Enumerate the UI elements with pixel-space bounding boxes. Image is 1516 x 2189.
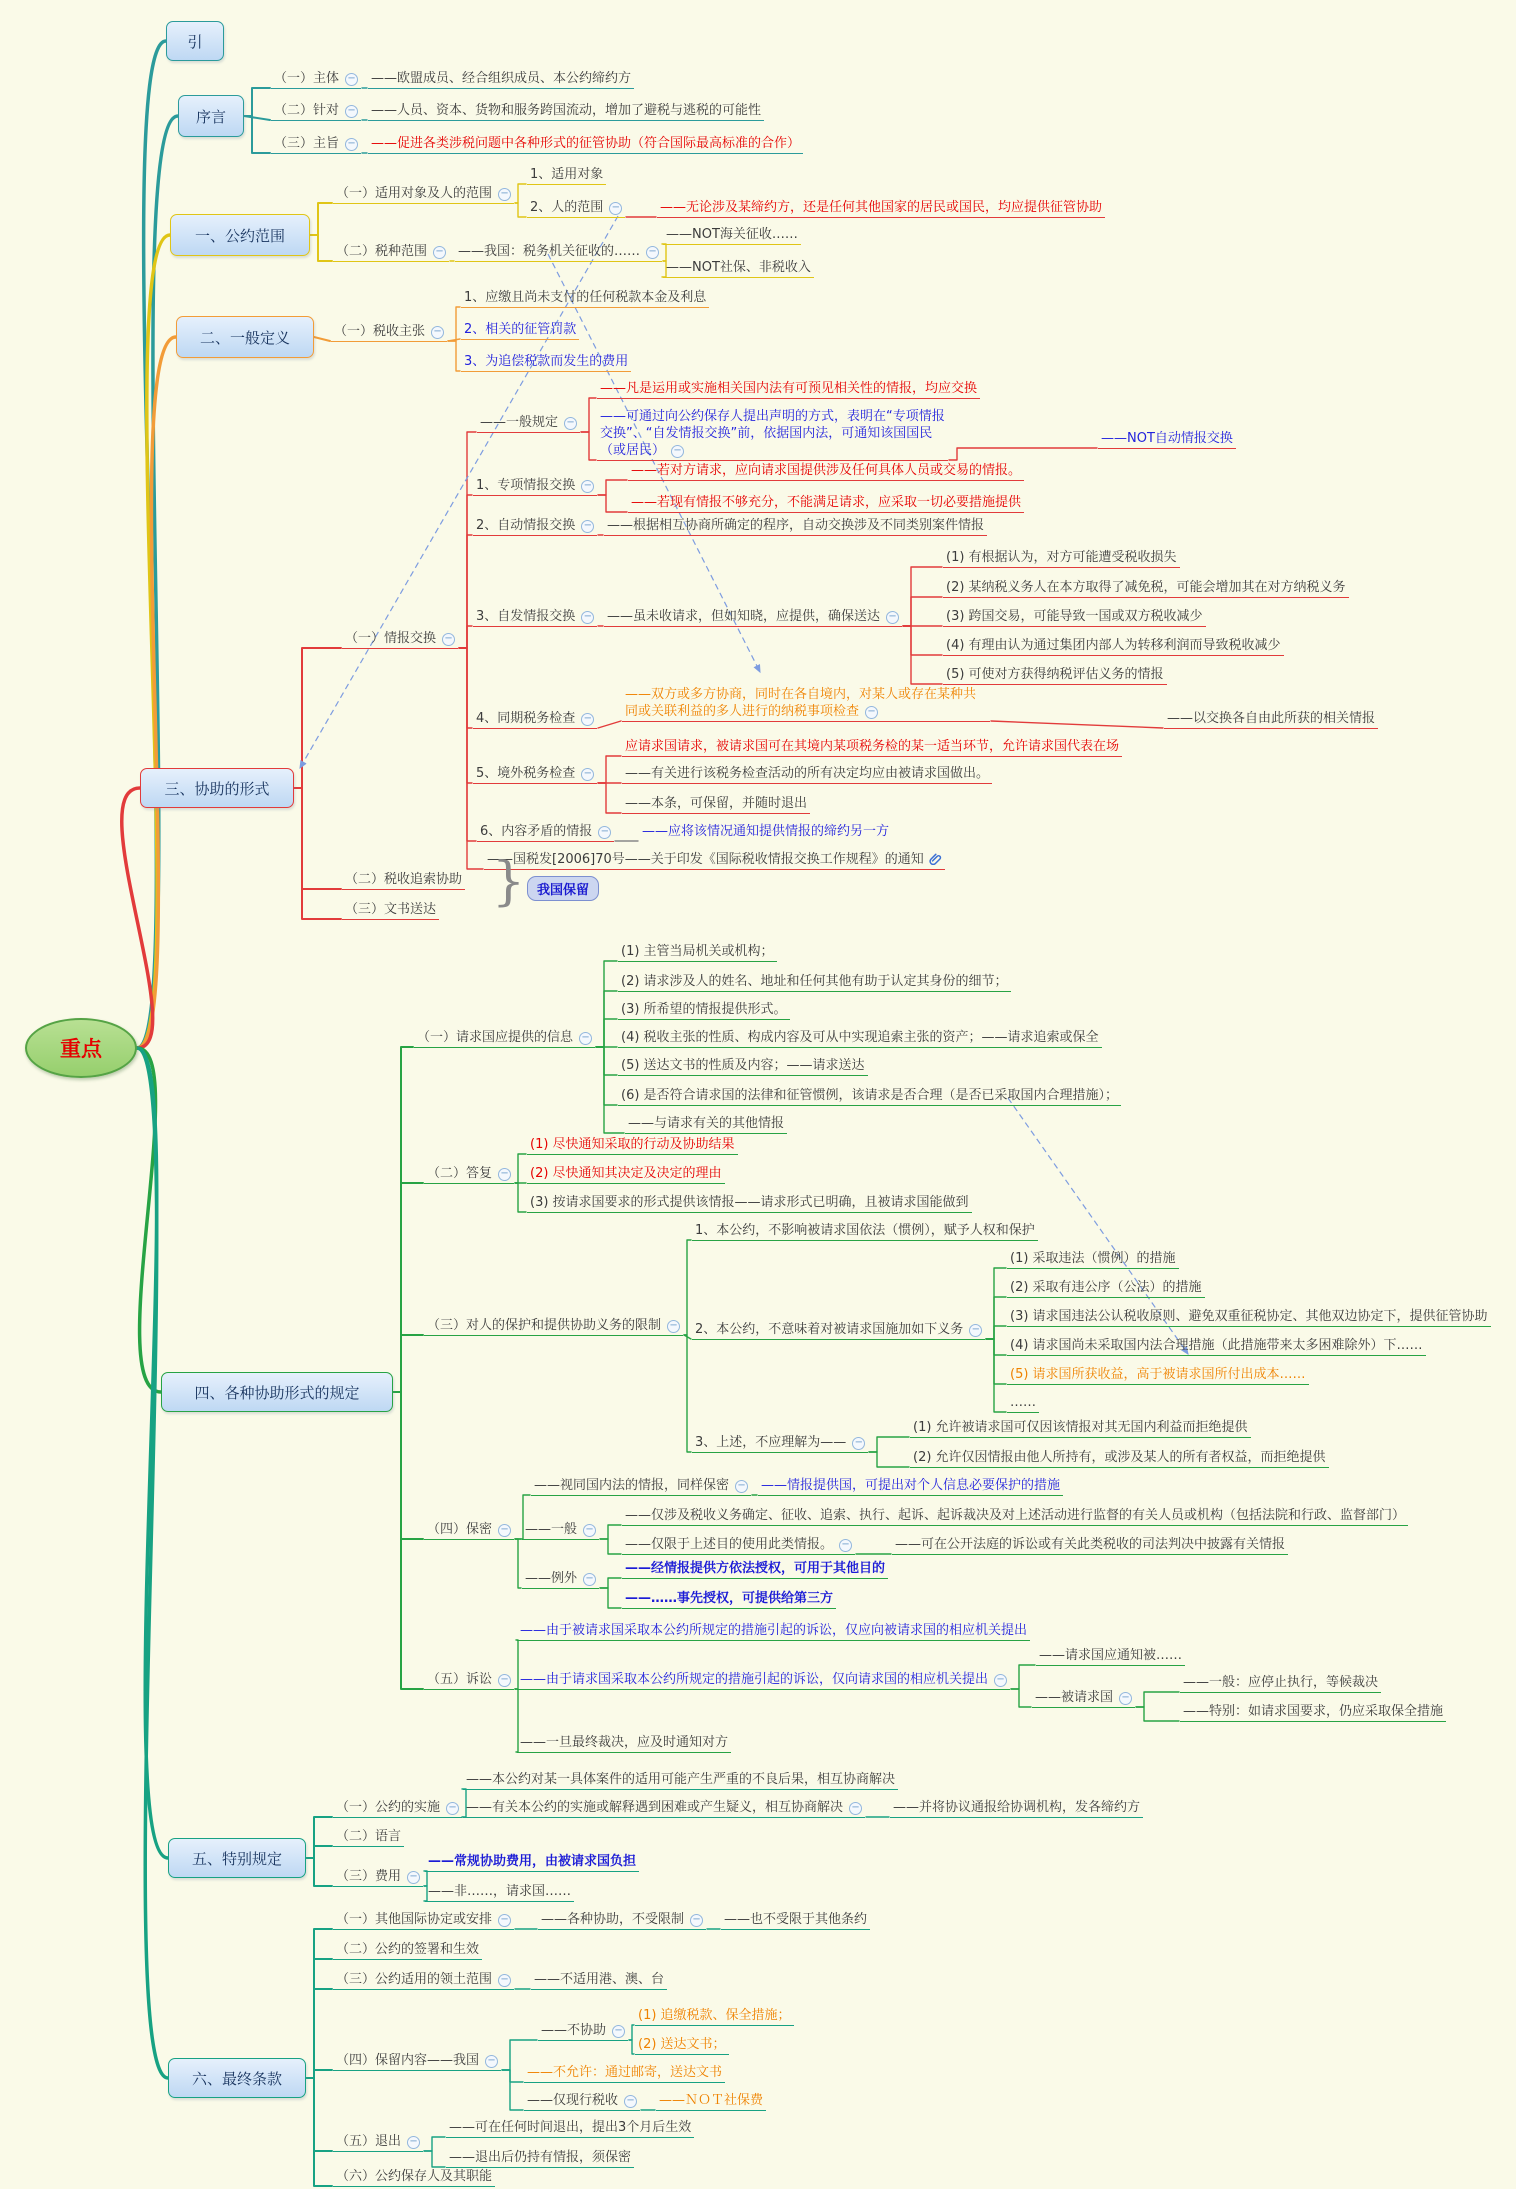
node-label: （五）诉讼 xyxy=(427,1672,493,1687)
node-label: (1) 追缴税款、保全措施； xyxy=(638,2008,791,2023)
node-e45[interactable] xyxy=(943,666,1167,685)
node-g53[interactable] xyxy=(517,1734,731,1753)
collapse-icon[interactable]: − xyxy=(624,2095,637,2108)
node-g325[interactable] xyxy=(1007,1366,1309,1385)
collapse-icon[interactable]: − xyxy=(498,1524,511,1537)
node-label: ——一般：应停止执行，等候裁决 xyxy=(1183,1675,1379,1690)
collapse-icon[interactable]: − xyxy=(1119,1692,1132,1705)
node-e7[interactable] xyxy=(477,823,614,842)
node-label: ——以交换各自由此所获的相关情报 xyxy=(1167,711,1376,726)
collapse-icon[interactable]: − xyxy=(865,706,878,719)
node-e6[interactable] xyxy=(473,765,597,784)
collapse-icon[interactable]: − xyxy=(407,2136,420,2149)
collapse-icon[interactable]: − xyxy=(581,768,594,781)
node-label: （六）公约保存人及其职能 xyxy=(336,2169,493,2184)
collapse-icon[interactable]: − xyxy=(498,188,511,201)
collapse-icon[interactable]: − xyxy=(852,1437,865,1450)
collapse-icon[interactable]: − xyxy=(667,1320,680,1333)
node-label: (2) 某纳税义务人在本方取得了减免税，可能会增加其在对方纳税义务 xyxy=(946,580,1346,595)
node-i4[interactable] xyxy=(333,2052,501,2071)
node-label: 2、人的范围 xyxy=(530,200,604,215)
node-a2[interactable] xyxy=(333,243,449,262)
node-label: ——不适用港、澳、台 xyxy=(534,1972,665,1987)
node-a22[interactable] xyxy=(663,259,814,278)
node-label: ——有关本公约的实施或解释遇到困难或产生疑义，相互协商解决 xyxy=(466,1800,844,1815)
node-label: (2) 请求涉及人的姓名、地址和任何其他有助于认定其身份的细节； xyxy=(621,974,1008,989)
node-e2[interactable] xyxy=(473,477,597,496)
node-label: (3) 按请求国要求的形式提供该情报——请求形式已明确，且被请求国能做到 xyxy=(530,1195,969,1210)
collapse-icon[interactable]: − xyxy=(609,202,622,215)
node-label: ——视同国内法的情报，同样保密 xyxy=(534,1478,730,1493)
node-label: (1) 尽快通知采取的行动及协助结果 xyxy=(530,1137,735,1152)
node-i42[interactable] xyxy=(524,2064,725,2083)
node-i411[interactable] xyxy=(635,2007,794,2026)
collapse-icon[interactable]: − xyxy=(581,611,594,624)
node-e3[interactable] xyxy=(473,517,597,536)
node-label: (1) 允许被请求国可仅因该情报对其无国内利益而拒绝提供 xyxy=(913,1420,1248,1435)
node-label: ——一般 xyxy=(525,1522,578,1537)
collapse-icon[interactable]: − xyxy=(581,713,594,726)
collapse-icon[interactable]: − xyxy=(433,246,446,259)
node-e44[interactable] xyxy=(943,637,1284,656)
node-label: ——国税发[2006]70号——关于印发《国际税收情报交换工作规程》的通知 xyxy=(487,852,924,867)
node-i6[interactable] xyxy=(333,2168,495,2187)
node-label: （一）税收主张 xyxy=(334,324,426,339)
node-a1[interactable] xyxy=(333,185,514,204)
topic-t3[interactable] xyxy=(140,768,294,808)
collapse-icon[interactable]: − xyxy=(498,1674,511,1687)
node-label: ——经情报提供方依法授权，可用于其他目的 xyxy=(625,1561,886,1576)
node-g431[interactable] xyxy=(622,1560,888,1579)
node-label: (2) 允许仅因情报由他人所持有，或涉及某人的所有者权益，而拒绝提供 xyxy=(913,1450,1326,1465)
topic-xu[interactable] xyxy=(178,95,244,137)
node-h3[interactable] xyxy=(333,1868,423,1887)
collapse-icon[interactable]: − xyxy=(345,105,358,118)
node-label: （一）请求国应提供的信息 xyxy=(417,1030,574,1045)
node-g41t[interactable] xyxy=(758,1477,1063,1496)
node-label: （一）其他国际协定或安排 xyxy=(336,1912,493,1927)
node-g32[interactable] xyxy=(692,1321,985,1340)
node-label: ——双方或多方协商，同时在各自境内，对某人或存在某种共同或关联利益的多人进行的纳税事项检查 xyxy=(625,687,977,719)
collapse-icon[interactable]: − xyxy=(498,1974,511,1987)
collapse-icon[interactable]: − xyxy=(849,1802,862,1815)
node-label: ——不允许：通过邮寄，送达文书 xyxy=(527,2065,723,2080)
node-label: ——仅涉及税收义务确定、征收、追索、执行、起诉、起诉裁决及对上述活动进行监督的有关人员或机构（包括法院和行政、监督部门） xyxy=(625,1508,1406,1523)
node-label: ——并将协议通报给协调机构，发各缔约方 xyxy=(893,1800,1141,1815)
node-label: 1、适用对象 xyxy=(530,167,604,182)
node-label: ——退出后仍持有情报，须保密 xyxy=(449,2150,632,2165)
node-g522[interactable] xyxy=(1032,1689,1135,1708)
node-h12t[interactable] xyxy=(890,1799,1143,1818)
node-label: ——可在任何时间退出，提出3个月后生效 xyxy=(449,2120,692,2135)
node-label: 4、同期税务检查 xyxy=(476,711,576,726)
node-g13[interactable] xyxy=(618,1001,790,1020)
node-g51[interactable] xyxy=(517,1622,1030,1641)
node-label: ——不协助 xyxy=(541,2023,607,2038)
node-label: ——ＮＯＴ社保费 xyxy=(659,2093,764,2108)
node-i43t[interactable] xyxy=(656,2092,766,2111)
node-d1[interactable] xyxy=(331,323,447,342)
node-label: ——应将该情况通知提供情报的缔约另一方 xyxy=(642,824,890,839)
node-h1[interactable] xyxy=(333,1799,462,1818)
node-s1[interactable] xyxy=(271,70,361,89)
node-i1tt[interactable] xyxy=(721,1911,870,1930)
topic-yin[interactable] xyxy=(166,21,224,61)
node-label: (2) 尽快通知其决定及决定的理由 xyxy=(530,1166,722,1181)
node-label: ——NOT自动情报交换 xyxy=(1101,431,1233,446)
node-label: ——欧盟成员、经合组织成员、本公约缔约方 xyxy=(371,71,632,86)
node-g43[interactable] xyxy=(522,1570,599,1589)
node-e4[interactable] xyxy=(473,608,597,627)
node-label: （二）答复 xyxy=(427,1166,493,1181)
collapse-icon[interactable]: − xyxy=(886,611,899,624)
node-label: (2) 采取有违公序（公法）的措施 xyxy=(1010,1280,1202,1295)
node-h2[interactable] xyxy=(333,1828,404,1847)
collapse-icon[interactable]: − xyxy=(431,326,444,339)
node-e0[interactable] xyxy=(342,630,458,649)
node-label: ——仅现行税收 xyxy=(527,2093,619,2108)
collapse-icon[interactable]: − xyxy=(839,1539,852,1552)
node-label: (4) 税收主张的性质、构成内容及可从中实现追索主张的资产；——请求追索或保全 xyxy=(621,1030,1099,1045)
node-label: (5) 可使对方获得纳税评估义务的情报 xyxy=(946,667,1164,682)
node-label: ——由于被请求国采取本公约所规定的措施引起的诉讼，仅应向被请求国的相应机关提出 xyxy=(520,1623,1028,1638)
node-label: （一）主体 xyxy=(274,71,340,86)
node-label: (6) 是否符合请求国的法律和征管惯例，该请求是否合理（是否已采取国内合理措施）； xyxy=(621,1088,1119,1103)
node-i51[interactable] xyxy=(446,2119,694,2138)
node-g432[interactable] xyxy=(622,1590,836,1609)
node-label: ——特别：如请求国要求，仍应采取保全措施 xyxy=(1183,1704,1444,1719)
node-label: （二）公约的签署和生效 xyxy=(336,1942,480,1957)
node-g52[interactable] xyxy=(517,1671,1010,1690)
collapse-icon[interactable]: − xyxy=(671,445,684,458)
node-e63[interactable] xyxy=(622,795,810,814)
node-label: …… xyxy=(1010,1395,1036,1410)
node-label: ——一般规定 xyxy=(480,415,559,430)
node-g16[interactable] xyxy=(618,1087,1121,1106)
node-label: 五、特别规定 xyxy=(191,1849,282,1868)
collapse-icon[interactable]: − xyxy=(646,246,659,259)
node-e11[interactable] xyxy=(597,380,980,399)
node-label: （四）保留内容——我国 xyxy=(336,2053,480,2068)
root-topic[interactable]: 重点 xyxy=(25,1018,137,1078)
topic-t4[interactable] xyxy=(161,1372,393,1412)
node-label: （二）语言 xyxy=(336,1829,402,1844)
node-label: 六、最终条款 xyxy=(191,2069,282,2088)
collapse-icon[interactable]: − xyxy=(581,480,594,493)
node-label: (5) 送达文书的性质及内容；——请求送达 xyxy=(621,1058,865,1073)
node-label: ——NOT社保、非税收入 xyxy=(666,260,811,275)
node-g33[interactable] xyxy=(692,1434,868,1453)
node-label: ——根据相互协商所确定的程序，自动交换涉及不同类别案件情报 xyxy=(607,518,985,533)
node-label: ——可在公开法庭的诉讼或有关此类税收的司法判决中披露有关情报 xyxy=(895,1537,1286,1552)
node-g14[interactable] xyxy=(618,1029,1102,1048)
node-g5221[interactable] xyxy=(1180,1674,1381,1693)
collapse-icon[interactable]: − xyxy=(498,1914,511,1927)
node-label: 3、自发情报交换 xyxy=(476,609,576,624)
node-label: 三、协助的形式 xyxy=(164,779,270,798)
collapse-icon[interactable]: − xyxy=(994,1674,1007,1687)
node-label: 我国保留 xyxy=(537,883,590,898)
node-label: （一）适用对象及人的范围 xyxy=(336,186,493,201)
node-i412[interactable] xyxy=(635,2036,729,2055)
node-label: ——可通过向公约保存人提出声明的方式，表明在“专项情报交换”、“自发情报交换”前，依据国内法，可通知该国国民（或居民） xyxy=(600,409,945,458)
node-a2t[interactable] xyxy=(455,243,662,262)
brace-decoration: } xyxy=(492,852,526,912)
node-s3t[interactable] xyxy=(368,135,803,154)
node-h12[interactable] xyxy=(463,1799,865,1818)
node-a11[interactable] xyxy=(527,166,606,185)
node-label: 四、各种协助形式的规定 xyxy=(194,1383,360,1402)
node-e42[interactable] xyxy=(943,579,1349,598)
node-label: ——非……，请求国…… xyxy=(428,1884,572,1899)
node-e62[interactable] xyxy=(622,765,992,784)
node-g5222[interactable] xyxy=(1180,1703,1446,1722)
node-label: (4) 有理由认为通过集团内部人为转移利润而导致税收减少 xyxy=(946,638,1281,653)
node-label: (1) 主管当局机关或机构； xyxy=(621,944,774,959)
node-label: 引 xyxy=(187,32,203,51)
node-g11[interactable] xyxy=(618,943,777,962)
node-g12[interactable] xyxy=(618,973,1011,992)
collapse-icon[interactable]: − xyxy=(612,2025,625,2038)
collapse-icon[interactable]: − xyxy=(583,1573,596,1586)
node-label: ——我国：税务机关征收的…… xyxy=(458,244,641,259)
node-label: 1、本公约，不影响被请求国依法（惯例），赋予人权和保护 xyxy=(695,1223,1035,1238)
node-d13[interactable] xyxy=(461,353,631,372)
node-label: ——若现有情报不够充分，不能满足请求，应采取一切必要措施提供 xyxy=(631,495,1022,510)
node-label: 1、应缴且尚未支付的任何税款本金及利息 xyxy=(464,290,707,305)
node-label: 5、境外税务检查 xyxy=(476,766,576,781)
node-i3[interactable] xyxy=(333,1971,514,1990)
node-label: （三）公约适用的领土范围 xyxy=(336,1972,493,1987)
node-g3[interactable] xyxy=(424,1317,683,1336)
node-e61[interactable] xyxy=(622,738,1122,757)
node-label: （三）对人的保护和提供协助义务的限制 xyxy=(427,1318,662,1333)
node-label: (3) 请求国违法公认税收原则、避免双重征税协定、其他双边协定下，提供征管协助 xyxy=(1010,1309,1488,1324)
collapse-icon[interactable]: − xyxy=(446,1802,459,1815)
node-label: 2、自动情报交换 xyxy=(476,518,576,533)
node-label: （二）税种范围 xyxy=(336,244,428,259)
node-g15[interactable] xyxy=(618,1057,868,1076)
node-a12[interactable] xyxy=(527,199,625,218)
node-i52[interactable] xyxy=(446,2149,634,2168)
node-a21[interactable] xyxy=(663,226,801,245)
node-e12[interactable] xyxy=(597,408,948,461)
node-label: 应请求国请求，被请求国可在其境内某项税务检的某一适当环节，允许请求国代表在场 xyxy=(625,739,1120,754)
node-g21[interactable] xyxy=(527,1136,738,1155)
collapse-icon[interactable]: − xyxy=(579,1032,592,1045)
node-label: (1) 采取违法（惯例）的措施 xyxy=(1010,1251,1176,1266)
node-g322[interactable] xyxy=(1007,1279,1205,1298)
node-i1[interactable] xyxy=(333,1911,514,1930)
node-g5[interactable] xyxy=(424,1671,514,1690)
node-g521[interactable] xyxy=(1036,1647,1185,1666)
node-g4[interactable] xyxy=(424,1521,514,1540)
node-label: ——凡是运用或实施相关国内法有可预见相关性的情报，均应交换 xyxy=(600,381,978,396)
node-label: 2、相关的征管罚款 xyxy=(464,322,577,337)
node-label: ——NOT海关征收…… xyxy=(666,227,798,242)
node-label: ——……事先授权，可提供给第三方 xyxy=(625,1591,834,1606)
node-g22[interactable] xyxy=(527,1165,725,1184)
node-label: ——常规协助费用，由被请求国负担 xyxy=(428,1854,637,1869)
collapse-icon[interactable]: − xyxy=(564,417,577,430)
node-label: （一）公约的实施 xyxy=(336,1800,441,1815)
node-g31[interactable] xyxy=(692,1222,1038,1241)
node-a12t[interactable] xyxy=(657,199,1105,218)
node-label: 序言 xyxy=(195,107,226,126)
node-i3t[interactable] xyxy=(531,1971,667,1990)
node-label: ——例外 xyxy=(525,1571,578,1586)
node-e5tt[interactable] xyxy=(1164,710,1378,729)
node-label: 3、为追偿税款而发生的费用 xyxy=(464,354,629,369)
collapse-icon[interactable]: − xyxy=(581,520,594,533)
collapse-icon[interactable]: − xyxy=(498,1168,511,1181)
node-label: ——一旦最终裁决，应及时通知对方 xyxy=(520,1735,729,1750)
node-label: ——无论涉及某缔约方，还是任何其他国家的居民或国民，均应提供征管协助 xyxy=(660,200,1103,215)
node-label: （二）针对 xyxy=(274,103,340,118)
node-label: ——人员、资本、货物和服务跨国流动，增加了避税与逃税的可能性 xyxy=(371,103,762,118)
collapse-icon[interactable]: − xyxy=(442,633,455,646)
node-e3t[interactable] xyxy=(604,517,987,536)
node-label: 6、内容矛盾的情报 xyxy=(480,824,593,839)
node-s2[interactable] xyxy=(271,102,361,121)
node-e5[interactable] xyxy=(473,710,597,729)
node-e4t[interactable] xyxy=(604,608,902,627)
node-e8[interactable] xyxy=(484,851,945,870)
bubble-bub[interactable] xyxy=(527,876,599,901)
node-label: 一、公约范围 xyxy=(194,226,285,245)
node-g332[interactable] xyxy=(910,1449,1329,1468)
node-g2[interactable] xyxy=(424,1165,514,1184)
node-i2[interactable] xyxy=(333,1941,482,1960)
node-label: （三）文书送达 xyxy=(345,902,437,917)
node-i5[interactable] xyxy=(333,2133,423,2152)
node-i43[interactable] xyxy=(524,2092,640,2111)
node-g326[interactable] xyxy=(1007,1394,1039,1413)
node-label: (3) 所希望的情报提供形式。 xyxy=(621,1002,787,1017)
node-s1t[interactable] xyxy=(368,70,634,89)
node-g323[interactable] xyxy=(1007,1308,1491,1327)
node-label: ——仅限于上述目的使用此类情报。 xyxy=(625,1537,834,1552)
node-g421[interactable] xyxy=(622,1507,1408,1526)
node-e22[interactable] xyxy=(628,494,1024,513)
collapse-icon[interactable]: − xyxy=(407,1871,420,1884)
node-label: ——本条，可保留，并随时退出 xyxy=(625,796,808,811)
node-g1[interactable] xyxy=(414,1029,595,1048)
node-h11[interactable] xyxy=(463,1771,898,1790)
node-label: (2) 送达文书； xyxy=(638,2037,726,2052)
collapse-icon[interactable]: − xyxy=(485,2055,498,2068)
node-g41[interactable] xyxy=(531,1477,751,1496)
node-i1t[interactable] xyxy=(538,1911,706,1930)
node-label: （四）保密 xyxy=(427,1522,493,1537)
node-label: ——被请求国 xyxy=(1035,1690,1114,1705)
node-label: （一）情报交换 xyxy=(345,631,437,646)
topic-t2[interactable] xyxy=(176,316,314,358)
node-label: （五）退出 xyxy=(336,2134,402,2149)
node-label: ——有关进行该税务检查活动的所有决定均应由被请求国做出。 xyxy=(625,766,990,781)
node-label: (1) 有根据认为，对方可能遭受税收损失 xyxy=(946,550,1177,565)
topic-t1[interactable] xyxy=(170,214,310,256)
node-g17[interactable] xyxy=(625,1115,787,1134)
collapse-icon[interactable]: − xyxy=(598,826,611,839)
node-label: ——情报提供国，可提出对个人信息必要保护的措施 xyxy=(761,1478,1061,1493)
node-label: (5) 请求国所获收益，高于被请求国所付出成本…… xyxy=(1010,1367,1306,1382)
collapse-icon[interactable]: − xyxy=(969,1324,982,1337)
node-s2t[interactable] xyxy=(368,102,764,121)
node-label: (3) 跨国交易，可能导致一国或双方税收减少 xyxy=(946,609,1203,624)
node-label: 二、一般定义 xyxy=(199,328,290,347)
node-label: 2、本公约，不意味着对被请求国施加如下义务 xyxy=(695,1322,964,1337)
node-label: ——与请求有关的其他情报 xyxy=(628,1116,785,1131)
node-label: （二）税收追索协助 xyxy=(345,872,463,887)
node-g331[interactable] xyxy=(910,1419,1251,1438)
node-label: ——各种协助，不受限制 xyxy=(541,1912,685,1927)
collapse-icon[interactable]: − xyxy=(583,1524,596,1537)
link-icon[interactable] xyxy=(929,852,942,865)
node-h31[interactable] xyxy=(425,1853,639,1872)
node-g321[interactable] xyxy=(1007,1250,1179,1269)
node-label: ——虽未收请求，但如知晓，应提供，确保送达 xyxy=(607,609,881,624)
node-e41[interactable] xyxy=(943,549,1180,568)
node-d12[interactable] xyxy=(461,321,579,340)
node-label: ——也不受限于其他条约 xyxy=(724,1912,868,1927)
topic-t6[interactable] xyxy=(168,2058,306,2098)
node-label: (4) 请求国尚未采取国内法合理措施（此措施带来太多困难除外）下…… xyxy=(1010,1338,1423,1353)
node-h32[interactable] xyxy=(425,1883,574,1902)
node-f2[interactable] xyxy=(342,871,465,890)
node-g324[interactable] xyxy=(1007,1337,1426,1356)
node-label: ——若对方请求，应向请求国提供涉及任何具体人员或交易的情报。 xyxy=(631,463,1022,478)
node-e12t[interactable] xyxy=(1098,430,1236,449)
node-g422[interactable] xyxy=(622,1536,855,1555)
node-label: 1、专项情报交换 xyxy=(476,478,576,493)
topic-t5[interactable] xyxy=(168,1838,306,1878)
node-s3[interactable] xyxy=(271,135,361,154)
collapse-icon[interactable]: − xyxy=(690,1914,703,1927)
node-e21[interactable] xyxy=(628,462,1024,481)
node-d11[interactable] xyxy=(461,289,709,308)
node-label: （三）费用 xyxy=(336,1869,402,1884)
node-label: ——本公约对某一具体案件的适用可能产生严重的不良后果，相互协商解决 xyxy=(466,1772,896,1787)
node-e1[interactable] xyxy=(477,414,580,433)
node-e43[interactable] xyxy=(943,608,1206,627)
node-label: ——促进各类涉税问题中各种形式的征管协助（符合国际最高标准的合作） xyxy=(371,136,801,151)
node-label: 3、上述，不应理解为—— xyxy=(695,1435,847,1450)
node-g23[interactable] xyxy=(527,1194,972,1213)
node-e7t[interactable] xyxy=(639,823,892,842)
node-i41[interactable] xyxy=(538,2022,628,2041)
collapse-icon[interactable]: − xyxy=(345,138,358,151)
node-f3[interactable] xyxy=(342,901,439,920)
node-label: （三）主旨 xyxy=(274,136,340,151)
node-g42[interactable] xyxy=(522,1521,599,1540)
node-e5t[interactable] xyxy=(622,686,990,722)
node-g422t[interactable] xyxy=(892,1536,1288,1555)
node-label: ——请求国应通知被…… xyxy=(1039,1648,1183,1663)
node-label: ——由于请求国采取本公约所规定的措施引起的诉讼，仅向请求国的相应机关提出 xyxy=(520,1672,989,1687)
collapse-icon[interactable]: − xyxy=(735,1480,748,1493)
collapse-icon[interactable]: − xyxy=(345,73,358,86)
